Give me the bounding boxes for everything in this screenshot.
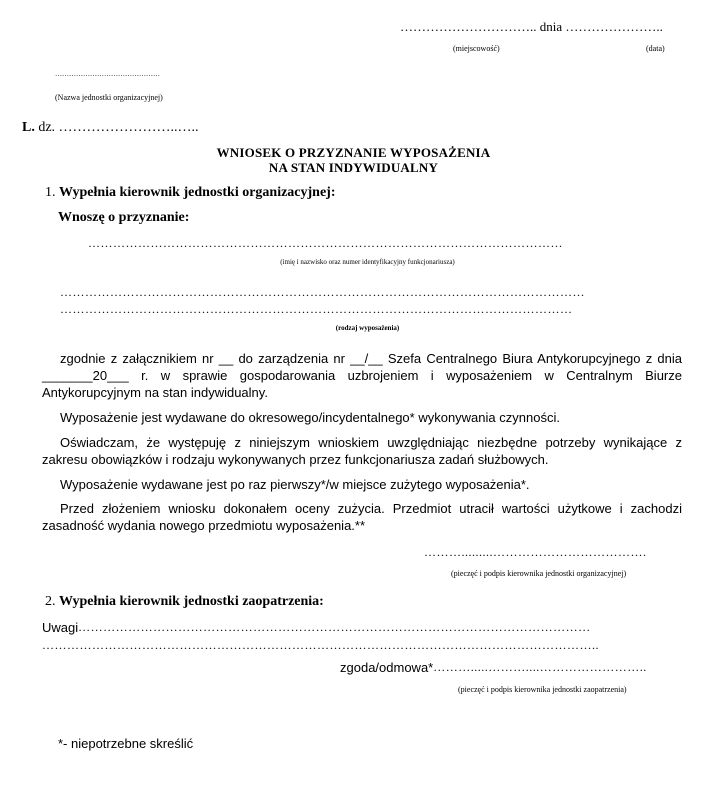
unit-name-dots: ……………………………………… [55,70,160,78]
section2-heading-text: Wypełnia kierownik jednostki zaopatrzenia: [59,594,324,609]
unit-name-label: (Nazwa jednostki organizacyjnej) [55,93,163,102]
place-label: (miejscowość) [453,44,500,53]
section1-signature-label: (pieczęć i podpis kierownika jednostki organizacyjnej) [451,569,627,578]
equipment-dots-line2: …………………………………………………………………………………………………………… [60,302,573,316]
paragraph-declare-text: Oświadczam, że występuję z niniejszym wnioskiem uwzględniając niezbędne potrzeby wynikające z zakresu obowiązków i rodzaju wykonywanych przez funkcjonariusza zadań służbowych. [42,435,682,467]
paragraph-issue [42,409,682,426]
officer-label: (imię i nazwisko oraz numer identyfikacyjny funkcjonariusza) [280,258,455,266]
section1-heading-text: Wypełnia kierownik jednostki organizacyjnej: [59,185,336,200]
remarks-dots-line1: …………………………………………………………………………………………………………… [78,620,591,634]
place-date-line: ………………………….. dnia ………………….. [400,19,663,34]
ldz-line [22,120,199,136]
paragraph-issue-text: Wyposażenie jest wydawane do okresowego/incydentalnego* wykonywania czynności. [60,410,560,425]
remarks-line1 [42,620,670,635]
paragraph-first-issue-text: Wyposażenie wydawane jest po raz pierwszy*/w miejsce zużytego wyposażenia*. [60,477,530,492]
equipment-label: (rodzaj wyposażenia) [335,324,400,332]
paragraph-assessment [42,500,682,534]
section1-heading [45,185,336,201]
paragraph-basis-text: zgodnie z załącznikiem nr __ do zarządzenia nr __/__ Szefa Centralnego Biura Antykorupcyjnego z dnia _______20___ r. w sprawie gospodarowania uzbrojeniem i wyposażeniem w Centralnym Biurze Antykorupcyjnym na stan indywidualny. [42,351,682,400]
remarks-label: Uwagi [42,620,79,635]
section1-number: 1. [45,185,56,200]
paragraph-basis [42,350,682,401]
date-label: (data) [646,44,665,53]
ldz-text: dz. ……………………..….. [38,120,199,135]
section1-signature-dots: ……….........………………………………. [424,545,647,559]
paragraph-first-issue [42,476,682,493]
section2-signature-label: (pieczęć i podpis kierownika jednostki zaopatrzenia) [458,685,627,694]
decision-line [340,660,665,675]
section2-heading [45,594,324,610]
decision-label: zgoda/odmowa* [340,660,434,675]
equipment-dots-line1: ……………………………………………………………………………………………………………… [60,285,585,299]
document-title-line2: NA STAN INDYWIDUALNY [268,160,439,175]
paragraph-declare [42,434,682,468]
ldz-prefix: L. [22,120,35,135]
officer-dots: …………………………………………………………………………………………………… [88,236,563,250]
footnote: *- niepotrzebne skreślić [58,736,194,751]
decision-dots: ……….....………....…………………….. [433,660,647,674]
request-label: Wnoszę o przyznanie: [58,210,190,225]
paragraph-assessment-text: Przed złożeniem wniosku dokonałem oceny zużycia. Przedmiot utracił wartości użytkowe i zachodzi zasadność wydania nowego przedmiotu wyposażenia.** [42,501,682,533]
remarks-dots-line2: …………………………………………………………………………………………………………………….. [42,638,599,652]
document-title-line1: WNIOSEK O PRZYZNANIE WYPOSAŻENIA [216,145,491,160]
section2-number: 2. [45,594,56,609]
